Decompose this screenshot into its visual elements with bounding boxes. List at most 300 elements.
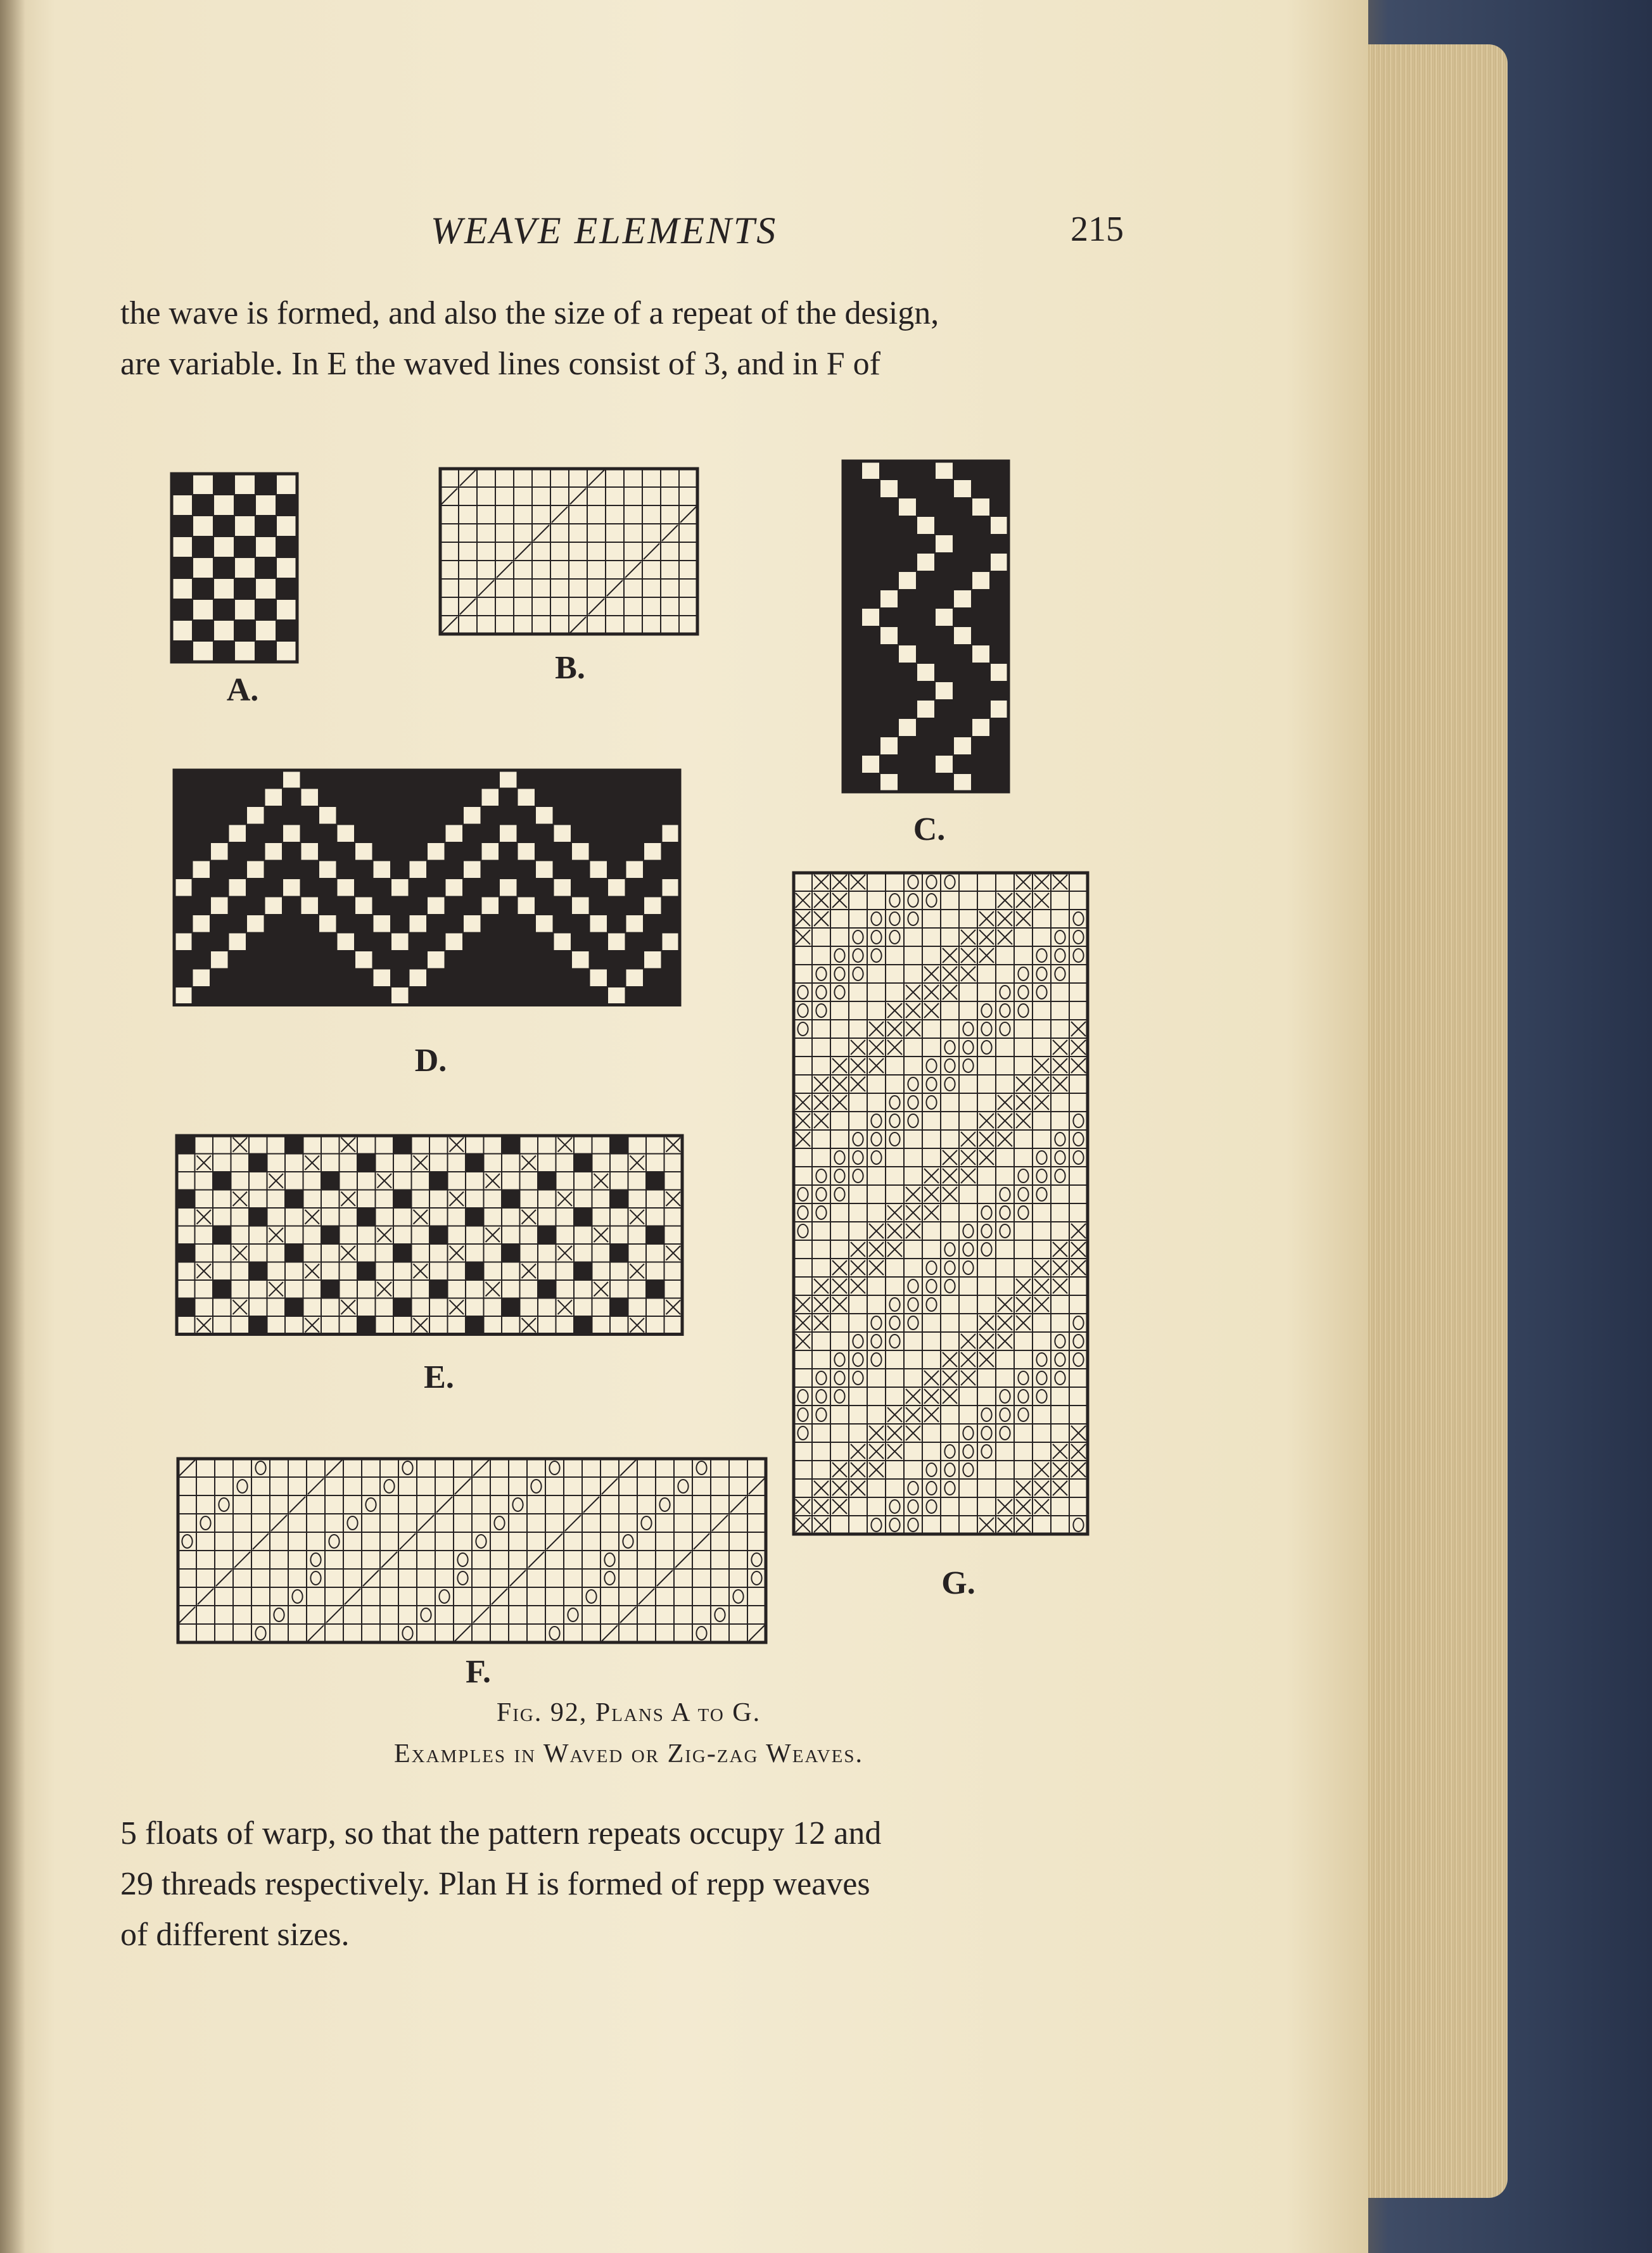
- cell: [270, 1495, 288, 1514]
- cell: [592, 1244, 611, 1262]
- filled-cell: [990, 773, 1008, 792]
- cell: [1032, 1332, 1051, 1350]
- cell: [606, 469, 624, 487]
- cell: [532, 616, 550, 634]
- cell: [233, 1624, 251, 1642]
- cell: [172, 578, 193, 599]
- filled-cell: [319, 842, 337, 861]
- filled-cell: [898, 553, 917, 571]
- cell: [484, 1136, 502, 1154]
- figure-label-b: B.: [555, 650, 585, 686]
- cell: [231, 1262, 250, 1281]
- cell: [661, 505, 679, 524]
- filled-cell: [193, 897, 211, 915]
- cell: [535, 806, 554, 825]
- cell: [321, 1262, 340, 1281]
- filled-cell: [662, 897, 680, 915]
- cell: [849, 983, 867, 1001]
- cell: [564, 1495, 582, 1514]
- cell: [711, 1495, 729, 1514]
- cell: [545, 1606, 564, 1624]
- filled-cell: [213, 1280, 231, 1298]
- filled-cell: [429, 1226, 448, 1245]
- cell: [935, 682, 953, 700]
- cell: [1069, 965, 1088, 983]
- filled-cell: [880, 663, 898, 682]
- cell: [393, 1316, 412, 1335]
- cell: [959, 1277, 977, 1295]
- cell: [1051, 1387, 1069, 1406]
- filled-cell: [210, 933, 229, 951]
- cell: [849, 1203, 867, 1222]
- cell: [520, 1190, 538, 1209]
- cell: [646, 1136, 664, 1154]
- cell: [592, 1262, 611, 1281]
- filled-cell: [917, 590, 935, 608]
- filled-cell: [607, 915, 626, 933]
- filled-cell: [276, 620, 297, 641]
- cell: [477, 469, 495, 487]
- cell: [174, 879, 193, 897]
- cell: [285, 1316, 303, 1335]
- cell: [607, 987, 626, 1005]
- cell: [412, 1136, 430, 1154]
- cell: [996, 1479, 1014, 1497]
- cell: [692, 1569, 711, 1587]
- cell: [177, 1172, 195, 1190]
- filled-cell: [265, 806, 283, 825]
- cell: [1014, 1259, 1032, 1277]
- cell: [606, 616, 624, 634]
- cell: [1051, 1406, 1069, 1424]
- filled-cell: [283, 789, 301, 807]
- cell: [1032, 1516, 1051, 1534]
- cell: [215, 1587, 233, 1606]
- cell: [527, 1606, 545, 1624]
- cell: [904, 1148, 922, 1167]
- cell: [233, 1459, 251, 1477]
- cell: [343, 1606, 362, 1624]
- cell: [656, 1551, 674, 1569]
- cell: [340, 1226, 358, 1245]
- filled-cell: [391, 806, 409, 825]
- cell: [977, 1479, 996, 1497]
- cell: [1069, 1497, 1088, 1516]
- cell: [880, 773, 898, 792]
- filled-cell: [246, 879, 265, 897]
- cell: [472, 1477, 490, 1495]
- filled-cell: [861, 700, 880, 718]
- cell: [692, 1495, 711, 1514]
- cell: [830, 1240, 849, 1259]
- filled-cell: [285, 1298, 303, 1317]
- cell: [193, 516, 213, 536]
- cell: [215, 1532, 233, 1551]
- cell: [812, 1240, 830, 1259]
- cell: [484, 1244, 502, 1262]
- filled-cell: [880, 571, 898, 590]
- cell: [270, 1477, 288, 1495]
- cell: [325, 1624, 343, 1642]
- filled-cell: [843, 718, 861, 737]
- cell: [941, 1424, 959, 1442]
- cell: [213, 1208, 231, 1226]
- cell: [886, 1259, 904, 1277]
- cell: [357, 1244, 376, 1262]
- filled-cell: [499, 933, 518, 951]
- cell: [267, 1136, 286, 1154]
- cell: [380, 1514, 398, 1532]
- cell: [454, 1606, 472, 1624]
- cell: [1032, 928, 1051, 946]
- cell: [996, 1075, 1014, 1093]
- filled-cell: [935, 590, 953, 608]
- cell: [977, 1057, 996, 1075]
- cell: [574, 1280, 592, 1298]
- cell: [1069, 983, 1088, 1001]
- cell: [251, 1587, 270, 1606]
- filled-cell: [607, 806, 626, 825]
- filled-cell: [174, 915, 193, 933]
- cell: [886, 1369, 904, 1387]
- filled-cell: [391, 897, 409, 915]
- filled-cell: [898, 773, 917, 792]
- filled-cell: [445, 789, 464, 807]
- filled-cell: [229, 915, 247, 933]
- cell: [646, 1154, 664, 1172]
- cell: [398, 1477, 417, 1495]
- filled-cell: [481, 933, 500, 951]
- cell: [600, 1532, 619, 1551]
- cell: [661, 542, 679, 561]
- cell: [569, 561, 587, 579]
- filled-cell: [610, 1244, 628, 1262]
- cell: [448, 1262, 466, 1281]
- filled-cell: [499, 789, 518, 807]
- cell: [606, 524, 624, 542]
- filled-cell: [662, 951, 680, 969]
- figure-label-f: F.: [466, 1654, 491, 1690]
- filled-cell: [953, 553, 972, 571]
- cell: [861, 608, 880, 626]
- filled-cell: [990, 461, 1008, 479]
- cell: [711, 1477, 729, 1495]
- cell: [267, 1262, 286, 1281]
- cell: [959, 1185, 977, 1203]
- cell: [518, 789, 536, 807]
- cell: [177, 1226, 195, 1245]
- cell: [1069, 1203, 1088, 1222]
- cell: [556, 1154, 575, 1172]
- cell: [830, 928, 849, 946]
- filled-cell: [917, 535, 935, 553]
- cell: [472, 1587, 490, 1606]
- cell: [409, 969, 428, 987]
- filled-cell: [898, 479, 917, 498]
- cell: [996, 1259, 1014, 1277]
- cell: [435, 1514, 454, 1532]
- cell: [996, 1277, 1014, 1295]
- cell: [564, 1569, 582, 1587]
- cell: [301, 897, 319, 915]
- cell: [495, 469, 514, 487]
- filled-cell: [283, 806, 301, 825]
- cell: [904, 1369, 922, 1387]
- cell: [285, 1172, 303, 1190]
- filled-cell: [265, 969, 283, 987]
- filled-cell: [172, 641, 193, 662]
- cell: [637, 1569, 656, 1587]
- cell: [380, 1532, 398, 1551]
- cell: [427, 842, 445, 861]
- filled-cell: [174, 770, 193, 789]
- cell: [527, 1532, 545, 1551]
- cell: [321, 1298, 340, 1317]
- cell: [996, 1350, 1014, 1369]
- cell: [376, 1316, 394, 1335]
- filled-cell: [953, 461, 972, 479]
- cell: [941, 1093, 959, 1112]
- cell: [600, 1495, 619, 1514]
- cell: [996, 1442, 1014, 1461]
- cell: [535, 915, 554, 933]
- filled-cell: [574, 1262, 592, 1281]
- cell: [343, 1624, 362, 1642]
- cell: [812, 1057, 830, 1075]
- filled-cell: [571, 969, 590, 987]
- cell: [619, 1477, 637, 1495]
- cell: [624, 616, 642, 634]
- filled-cell: [935, 553, 953, 571]
- cell: [440, 469, 459, 487]
- cell: [590, 861, 608, 879]
- filled-cell: [574, 1154, 592, 1172]
- filled-cell: [662, 969, 680, 987]
- filled-cell: [607, 861, 626, 879]
- cell: [592, 1298, 611, 1317]
- cell: [898, 571, 917, 590]
- cell: [249, 1298, 267, 1317]
- cell: [904, 946, 922, 965]
- cell: [747, 1495, 766, 1514]
- filled-cell: [990, 498, 1008, 516]
- weave-grid: [438, 467, 699, 636]
- cell: [644, 842, 662, 861]
- cell: [571, 897, 590, 915]
- filled-cell: [935, 571, 953, 590]
- cell: [490, 1459, 509, 1477]
- cell: [288, 1569, 307, 1587]
- cell: [398, 1606, 417, 1624]
- cell: [898, 645, 917, 663]
- cell: [427, 897, 445, 915]
- cell: [941, 1332, 959, 1350]
- filled-cell: [246, 987, 265, 1005]
- cell: [255, 578, 276, 599]
- cell: [193, 969, 211, 987]
- cell: [571, 951, 590, 969]
- filled-cell: [518, 933, 536, 951]
- cell: [550, 524, 569, 542]
- filled-cell: [502, 1190, 520, 1209]
- cell: [922, 1148, 941, 1167]
- filled-cell: [210, 770, 229, 789]
- cell: [637, 1495, 656, 1514]
- cell: [307, 1495, 325, 1514]
- filled-cell: [880, 718, 898, 737]
- cell: [380, 1587, 398, 1606]
- cell: [393, 1280, 412, 1298]
- filled-cell: [935, 700, 953, 718]
- cell: [231, 1316, 250, 1335]
- cell: [747, 1587, 766, 1606]
- cell: [990, 553, 1008, 571]
- filled-cell: [172, 599, 193, 620]
- cell: [812, 1461, 830, 1479]
- filled-cell: [319, 897, 337, 915]
- filled-cell: [972, 535, 990, 553]
- cell: [922, 1516, 941, 1534]
- cell: [996, 1461, 1014, 1479]
- filled-cell: [337, 897, 355, 915]
- cell: [628, 1136, 647, 1154]
- filled-cell: [393, 1244, 412, 1262]
- cell: [307, 1532, 325, 1551]
- filled-cell: [972, 737, 990, 755]
- cell: [729, 1551, 747, 1569]
- cell: [972, 645, 990, 663]
- cell: [545, 1495, 564, 1514]
- filled-cell: [463, 933, 481, 951]
- filled-cell: [321, 1226, 340, 1245]
- cell: [303, 1190, 322, 1209]
- cell: [1014, 1148, 1032, 1167]
- cell: [959, 1387, 977, 1406]
- cell: [661, 597, 679, 616]
- filled-cell: [626, 951, 644, 969]
- cell: [646, 1262, 664, 1281]
- filled-cell: [409, 789, 428, 807]
- cell: [794, 1369, 812, 1387]
- cell: [794, 873, 812, 891]
- cell: [592, 1154, 611, 1172]
- filled-cell: [193, 879, 211, 897]
- filled-cell: [355, 806, 373, 825]
- cell: [520, 1280, 538, 1298]
- cell: [270, 1624, 288, 1642]
- cell: [337, 933, 355, 951]
- filled-cell: [972, 553, 990, 571]
- filled-cell: [626, 897, 644, 915]
- filled-cell: [337, 770, 355, 789]
- filled-cell: [285, 1136, 303, 1154]
- cell: [996, 1240, 1014, 1259]
- filled-cell: [626, 987, 644, 1005]
- cell: [412, 1172, 430, 1190]
- filled-cell: [843, 590, 861, 608]
- weave-grid: [175, 1134, 684, 1336]
- filled-cell: [843, 461, 861, 479]
- cell: [674, 1624, 692, 1642]
- cell: [303, 1172, 322, 1190]
- cell: [509, 1514, 527, 1532]
- cell: [1051, 1497, 1069, 1516]
- filled-cell: [174, 951, 193, 969]
- cell: [538, 1208, 556, 1226]
- cell: [886, 1185, 904, 1203]
- filled-cell: [357, 1316, 376, 1335]
- filled-cell: [644, 806, 662, 825]
- cell: [564, 1551, 582, 1569]
- cell: [288, 1477, 307, 1495]
- cell: [196, 1477, 215, 1495]
- cell: [357, 1190, 376, 1209]
- cell: [590, 969, 608, 987]
- cell: [692, 1477, 711, 1495]
- cell: [637, 1624, 656, 1642]
- cell: [977, 891, 996, 910]
- cell: [178, 1477, 196, 1495]
- cell: [619, 1569, 637, 1587]
- cell: [288, 1459, 307, 1477]
- cell: [391, 879, 409, 897]
- filled-cell: [535, 969, 554, 987]
- filled-cell: [357, 1208, 376, 1226]
- cell: [509, 1587, 527, 1606]
- cell: [285, 1262, 303, 1281]
- cell: [380, 1459, 398, 1477]
- cell: [610, 1262, 628, 1281]
- cell: [231, 1226, 250, 1245]
- cell: [592, 1208, 611, 1226]
- cell: [674, 1606, 692, 1624]
- cell: [794, 1167, 812, 1185]
- cell: [977, 1075, 996, 1093]
- cell: [679, 579, 697, 597]
- filled-cell: [518, 806, 536, 825]
- body-line: 5 floats of warp, so that the pattern repeats occupy 12 and: [120, 1815, 882, 1851]
- cell: [376, 1244, 394, 1262]
- cell: [472, 1551, 490, 1569]
- filled-cell: [590, 789, 608, 807]
- filled-cell: [499, 987, 518, 1005]
- cell: [215, 1459, 233, 1477]
- cell: [538, 1316, 556, 1335]
- cell: [463, 861, 481, 879]
- filled-cell: [213, 474, 234, 495]
- cell: [231, 1280, 250, 1298]
- cell: [922, 1038, 941, 1057]
- cell: [172, 620, 193, 641]
- cell: [867, 1203, 886, 1222]
- filled-cell: [391, 969, 409, 987]
- filled-cell: [234, 578, 255, 599]
- cell: [288, 1624, 307, 1642]
- filled-cell: [990, 626, 1008, 645]
- cell: [679, 469, 697, 487]
- filled-cell: [990, 737, 1008, 755]
- cell: [355, 951, 373, 969]
- filled-cell: [319, 969, 337, 987]
- filled-cell: [644, 879, 662, 897]
- cell: [1069, 891, 1088, 910]
- filled-cell: [571, 933, 590, 951]
- cell: [1051, 983, 1069, 1001]
- filled-cell: [571, 789, 590, 807]
- filled-cell: [590, 987, 608, 1005]
- filled-cell: [283, 933, 301, 951]
- cell: [520, 1244, 538, 1262]
